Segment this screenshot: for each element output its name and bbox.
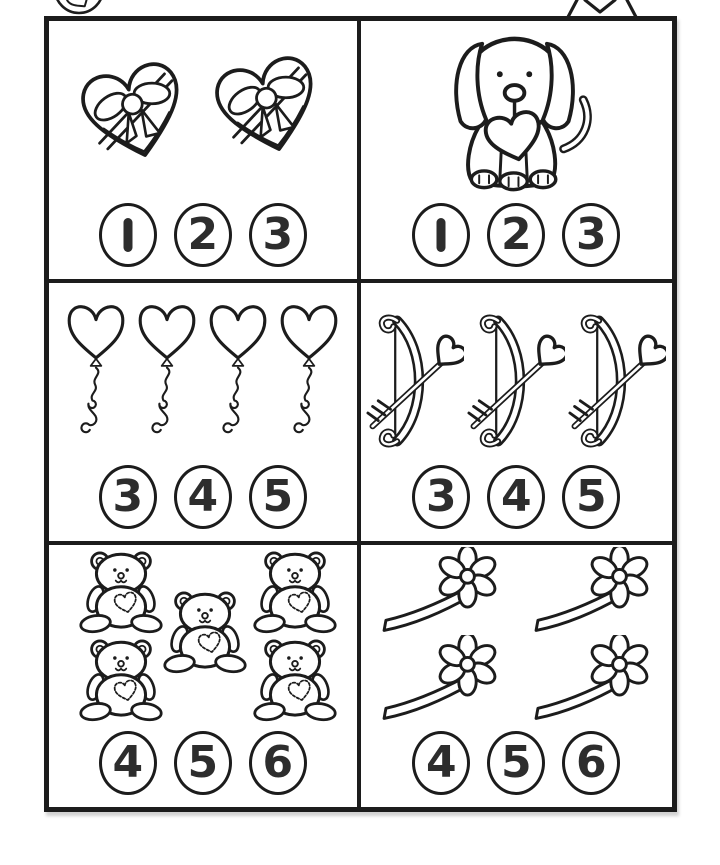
answer-circle-5[interactable]: 5 — [174, 731, 232, 795]
heart-chocolate-box-icon — [61, 48, 211, 195]
cell-flowers — [361, 545, 673, 807]
item-group-puppy — [424, 33, 609, 195]
teddy-bear-icon — [75, 549, 167, 635]
answer-circle-5[interactable]: 5 — [249, 465, 307, 529]
heart-balloon-icon — [64, 289, 128, 457]
cupid-bow-icon — [568, 305, 666, 457]
answer-circle-6[interactable]: 6 — [562, 731, 620, 795]
item-group-flowers — [364, 547, 668, 723]
flower-icon — [522, 635, 662, 723]
answer-options — [412, 203, 620, 267]
flower-icon — [522, 547, 662, 635]
item-group-bows — [366, 305, 666, 457]
answer-circle-1[interactable] — [412, 203, 470, 267]
teddy-bear-icon — [249, 637, 341, 723]
worksheet-grid — [44, 16, 677, 812]
answer-circle-3[interactable]: 3 — [249, 203, 307, 267]
answer-options — [99, 731, 307, 795]
flower-icon — [370, 635, 510, 723]
answer-circle-4[interactable]: 4 — [412, 731, 470, 795]
teddy-bear-icon — [159, 589, 251, 675]
cell-cupid-bows — [361, 283, 673, 545]
cupid-bow-icon — [366, 305, 464, 457]
answer-circle-4[interactable]: 4 — [99, 731, 157, 795]
answer-circle-2[interactable]: 2 — [487, 203, 545, 267]
cupid-bow-icon — [467, 305, 565, 457]
answer-circle-2[interactable]: 2 — [174, 203, 232, 267]
answer-circle-1[interactable] — [99, 203, 157, 267]
heart-balloon-icon — [277, 289, 341, 457]
item-group-balloons — [64, 289, 341, 457]
answer-circle-3[interactable]: 3 — [412, 465, 470, 529]
answer-options — [412, 465, 620, 529]
answer-circle-3[interactable]: 3 — [562, 203, 620, 267]
answer-circle-4[interactable]: 4 — [174, 465, 232, 529]
cell-puppy — [361, 21, 673, 283]
teddy-bear-icon — [75, 637, 167, 723]
teddy-bear-icon — [249, 549, 341, 635]
corner-circle-doodle-icon — [50, 0, 108, 16]
answer-options — [412, 731, 620, 795]
flower-icon — [370, 547, 510, 635]
puppy-with-heart-icon — [424, 33, 609, 195]
heart-balloon-icon — [135, 289, 199, 457]
answer-circle-5[interactable]: 5 — [562, 465, 620, 529]
answer-circle-4[interactable]: 4 — [487, 465, 545, 529]
answer-options — [99, 465, 307, 529]
item-group-chocolate-boxes — [61, 48, 345, 195]
heart-pennant-icon — [560, 0, 644, 17]
cell-teddy-bears — [49, 545, 361, 807]
answer-circle-5[interactable]: 5 — [487, 731, 545, 795]
heart-chocolate-box-icon — [195, 42, 345, 189]
heart-balloon-icon — [206, 289, 270, 457]
answer-circle-3[interactable]: 3 — [99, 465, 157, 529]
cell-heart-balloons — [49, 283, 361, 545]
answer-options — [99, 203, 307, 267]
item-group-bears — [53, 549, 353, 725]
answer-circle-6[interactable]: 6 — [249, 731, 307, 795]
cell-heart-chocolate-boxes — [49, 21, 361, 283]
